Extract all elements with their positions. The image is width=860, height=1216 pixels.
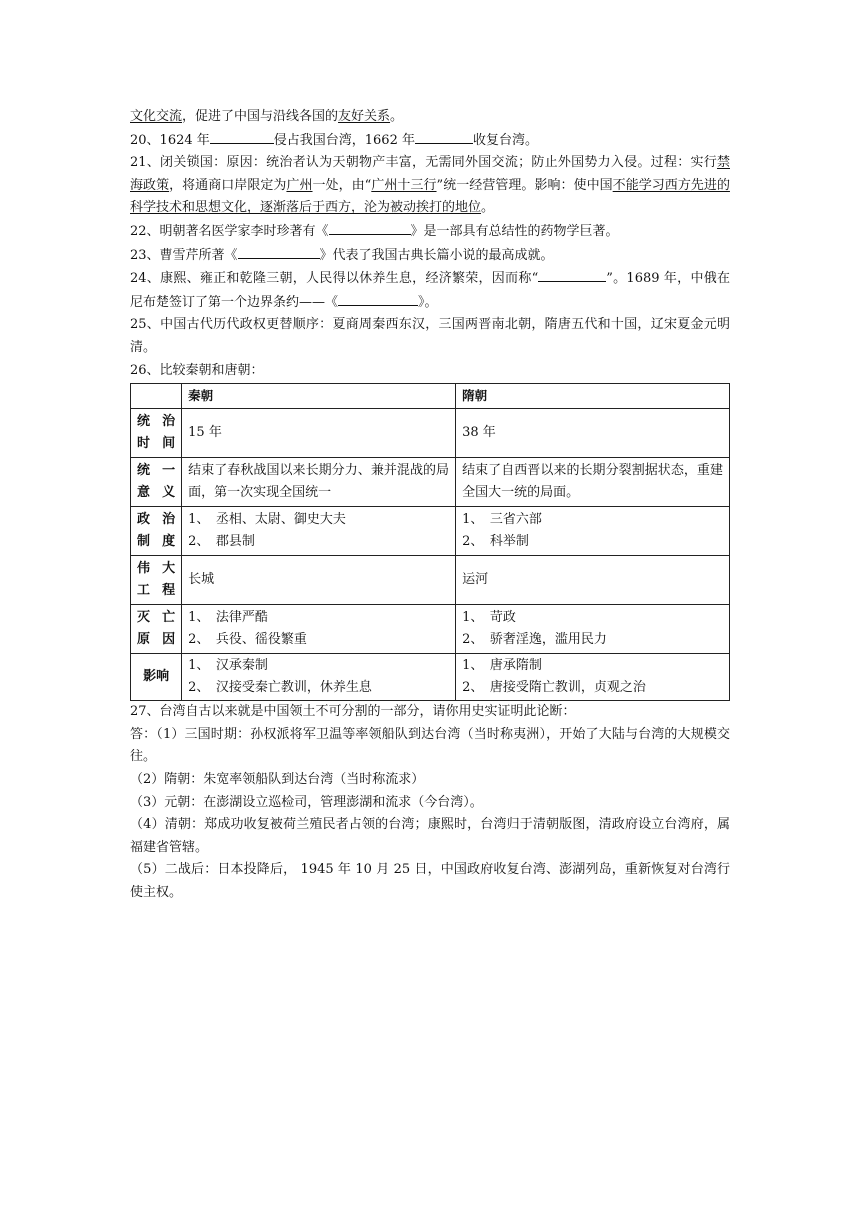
line-silk-road-end [130, 106, 730, 129]
question-23 [130, 244, 730, 268]
answer-4: （4）清朝：郑成功收复被荷兰殖民者占领的台湾；康熙时，台湾归于清朝版图，清政府设立台湾府，属福建省管辖。 [130, 817, 730, 855]
table-cell [456, 605, 730, 654]
row-label: 统 一意义 [131, 458, 182, 507]
text-run: 》。 [418, 294, 438, 310]
table-cell: 结束了自西晋以来的长期分裂割据状态，重建全国大一统的局面。 [456, 458, 730, 507]
answer-3: （3）元朝：在澎湖设立巡检司，管理澎湖和流求（今台湾）。 [130, 794, 483, 810]
list-item: 1、 三省六部 [462, 512, 542, 528]
underlined-term: 友好关系 [338, 109, 391, 124]
text-run: 24、康熙、雍正和乾隆三朝，人民得以休养生息，经济繁荣，因而称“ [130, 271, 539, 287]
text-run: 22、明朝著名医学家李时珍著有《 [130, 223, 329, 239]
row-label: 伟 大工程 [131, 556, 182, 605]
underlined-term: 禁海政策 [130, 155, 730, 193]
answer-blank[interactable] [238, 244, 320, 259]
table-cell: 结束了春秋战国以来长期分力、兼并混战的局面，第一次实现全国统一 [182, 458, 456, 507]
row-label: 统 治时间 [131, 409, 182, 458]
list-item: 1、 丞相、太尉、御史大夫 [188, 512, 346, 528]
question-24 [130, 267, 730, 314]
text-run: 20、1624 年 [130, 132, 210, 148]
answer-1: 答：（1）三国时期：孙权派将军卫温等率领船队到达台湾（当时称夷洲），开始了大陆与台湾的大规模交往。 [130, 726, 730, 765]
text-run: 。 [390, 109, 404, 124]
table-cell [182, 605, 456, 654]
table-row [131, 458, 730, 507]
table-header-cell [131, 384, 182, 409]
answer-blank[interactable] [415, 129, 473, 144]
table-header-row [131, 384, 730, 409]
answer-blank[interactable] [329, 220, 411, 235]
table-row [131, 654, 730, 701]
list-item: 2、 唐接受隋亡教训，贞观之治 [462, 680, 646, 696]
table-row [131, 507, 730, 556]
text-run: ，促进了中国与沿线各国的 [182, 109, 339, 124]
answer-blank[interactable] [538, 267, 606, 282]
list-item: 2、 兵役、徭役繁重 [188, 632, 307, 648]
list-item: 2、 科举制 [462, 534, 529, 550]
question-25: 25、中国古代历代政权更替顺序：夏商周秦西东汉，三国两晋南北朝，隋唐五代和十国，辽宋夏金元明清。 [130, 317, 730, 355]
comparison-table [130, 383, 730, 701]
underlined-term: 广州 [286, 177, 313, 193]
text-run: 》是一部具有总结性的药物学巨著。 [410, 223, 619, 239]
table-cell [182, 507, 456, 556]
table-cell [182, 654, 456, 701]
text-run: 》代表了我国古典长篇小说的最高成就。 [319, 247, 554, 263]
list-item: 1、 汉承秦制 [188, 658, 268, 674]
row-label: 影响 [131, 654, 182, 701]
text-run: 侵占我国台湾，1662 年 [273, 132, 415, 148]
answer-blank[interactable] [210, 129, 274, 144]
table-cell: 15 年 [182, 409, 456, 458]
question-26: 26、比较秦朝和唐朝： [130, 362, 264, 378]
list-item: 2、 汉接受秦亡教训，休养生息 [188, 680, 372, 696]
list-item: 2、 郡县制 [188, 534, 255, 550]
list-item: 2、 骄奢淫逸，滥用民力 [462, 632, 607, 648]
row-label: 灭 亡原因 [131, 605, 182, 654]
question-20 [130, 129, 730, 153]
table-cell: 38 年 [456, 409, 730, 458]
question-21 [130, 152, 730, 220]
table-cell: 运河 [456, 556, 730, 605]
text-run: 收复台湾。 [472, 132, 538, 148]
row-label: 政 治制度 [131, 507, 182, 556]
list-item: 1、 苛政 [462, 610, 516, 626]
text-run: 。 [481, 200, 495, 216]
underlined-term: 文化交流 [130, 109, 183, 124]
answer-2: （2）隋朝：朱宽率领船队到达台湾（当时称流求） [130, 771, 425, 787]
underlined-term: 不能学习西方先进的科学技术和思想文化，逐渐落后于西方，沦为被动挨打的地位 [130, 177, 730, 216]
text-run: ”统一经营管理。影响：使中国 [436, 177, 613, 193]
table-row [131, 605, 730, 654]
text-run: ”。1689 年，中俄在尼布楚签订了第一个边界条约——《 [130, 271, 730, 310]
answer-blank[interactable] [338, 291, 418, 306]
underlined-term: 广州十三行 [371, 177, 437, 193]
text-run: 一处，由“ [312, 177, 372, 193]
question-27-title: 27、台湾自古以来就是中国领土不可分割的一部分，请你用史实证明此论断： [130, 704, 576, 720]
answer-5: （5）二战后：日本投降后， 1945 年 10 月 25 日，中国政府收复台湾、澎湖列岛，重新恢复对台湾行使主权。 [130, 862, 730, 900]
text-run: 21、闭关锁国：原因：统治者认为天朝物产丰富，无需同外国交流；防止外国势力入侵。过程：实行 [130, 155, 717, 171]
table-header-cell: 秦朝 [182, 384, 456, 409]
text-run: 23、曹雪芹所著《 [130, 247, 238, 263]
list-item: 1、 唐承隋制 [462, 658, 542, 674]
text-run: ，将通商口岸限定为 [169, 177, 287, 193]
question-22 [130, 220, 730, 244]
table-row [131, 556, 730, 605]
list-item: 1、 法律严酷 [188, 610, 268, 626]
table-row [131, 409, 730, 458]
table-cell: 长城 [182, 556, 456, 605]
table-header-cell: 隋朝 [456, 384, 730, 409]
document-page [130, 106, 730, 904]
table-cell [456, 654, 730, 701]
table-cell [456, 507, 730, 556]
